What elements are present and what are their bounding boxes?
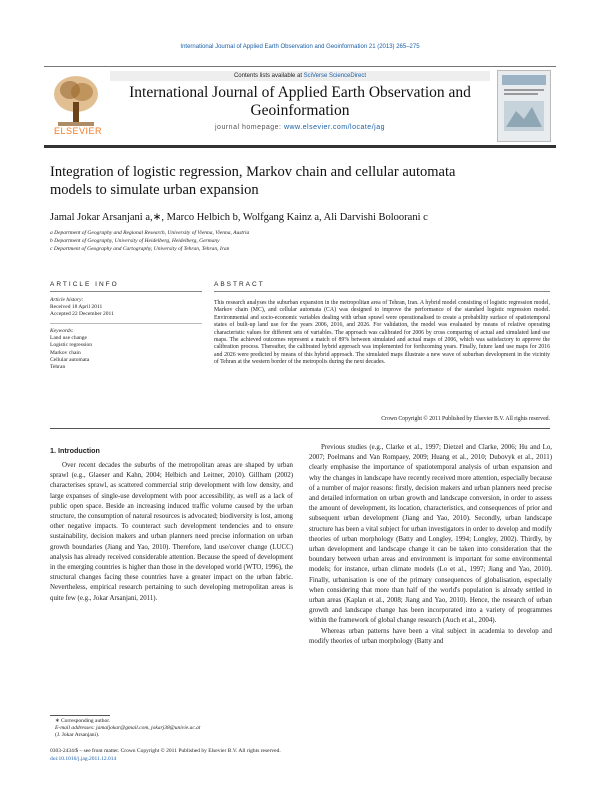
urban-patterns-paragraph: Whereas urban patterns have been a vital subject in academia to develop and modify theories of urban morphology (Batty and bbox=[309, 627, 552, 645]
received-date: Received 18 April 2011 bbox=[50, 304, 103, 311]
sciencedirect-link[interactable]: SciVerse ScienceDirect bbox=[303, 73, 367, 79]
left-body-column bbox=[50, 461, 293, 604]
journal-homepage bbox=[110, 124, 490, 131]
keywords-label: Keywords: bbox=[50, 328, 74, 334]
contents-available-bar bbox=[110, 71, 490, 81]
keywords-block bbox=[50, 328, 202, 371]
section-heading-introduction: 1. Introduction bbox=[50, 446, 100, 455]
intro-paragraph: Over recent decades the suburbs of the metropolitan areas are shaped by urban sprawl (e.g., Glaeser and Kahn, 2004; Helbich and Leitner, 2010). Gillham (2002) characterises sprawl, as scattered commercial strip development with low density, and large expanses of single-use development with poor accessibility, as well as a lack of public open space. Beside an increasing induced traffic volume caused by the urban structure, the consumption of natural resources is advocated; biodiversity is lost, among other negative impacts. To counteract such development tendencies and to ensure sustainability, decision makers and urban planners need precise information on urban growth boundaries (Jiang and Yao, 2010). Therefore, land use/cover change (LUCC) analysis has already received considerable attention. Because the speed of development in the emerging countries is higher than those in the developed world (WTO, 1996), the structural changes facing these countries have a greater impact on the urban fabric. Nevertheless, empirical research pertaining to such developing metropolitan areas is quite few (e.g., Jokar Arsanjani, 2011). bbox=[50, 462, 293, 602]
email-owner: (J. Jokar Arsanjani). bbox=[55, 732, 100, 738]
affiliation-b: b Department of Geography, University of Heidelberg, Heidelberg, Germany bbox=[50, 238, 220, 244]
front-matter-note: 0303-2434/$ – see front matter. Crown Copyright © 2011 Published by Elsevier B.V. All rights reserved. bbox=[50, 748, 281, 754]
abstract-heading: ABSTRACT bbox=[214, 281, 265, 288]
history-label: Article history: bbox=[50, 297, 84, 303]
publisher-name: ELSEVIER bbox=[53, 126, 103, 136]
article-title-line1: Integration of logistic regression, Markov chain and cellular automata bbox=[50, 164, 456, 180]
keyword-item: Cellular automata bbox=[50, 356, 90, 363]
contents-prefix: Contents lists available at bbox=[233, 73, 304, 79]
abstract-copyright: Crown Copyright © 2011 Published by Elsevier B.V. All rights reserved. bbox=[381, 416, 550, 422]
footnotes bbox=[55, 718, 295, 739]
homepage-link[interactable]: www.elsevier.com/locate/jag bbox=[283, 124, 385, 131]
keyword-item: Markov chain bbox=[50, 349, 81, 356]
elsevier-tree-logo-icon bbox=[50, 72, 102, 130]
article-info-rule bbox=[50, 291, 202, 292]
history-keywords-divider bbox=[50, 323, 202, 324]
abstract-rule bbox=[214, 291, 550, 292]
corresponding-author-note: ∗ Corresponding author. bbox=[55, 718, 111, 724]
author-list: Jamal Jokar Arsanjani a,∗, Marco Helbich b, Wolfgang Kainz a, Ali Darvishi Boloorani c bbox=[50, 212, 428, 223]
article-info-heading: ARTICLE INFO bbox=[50, 281, 119, 288]
journal-title-line1: International Journal of Applied Earth Observation and bbox=[129, 84, 471, 101]
abstract-text: This research analyses the suburban expansion in the metropolitan area of Tehran, Iran. A hybrid model consisting of logistic regression model, Markov chain (MC), and cellular automata (CA) was designed to improve the performance of the standard logistic regression model. Environmental and socio-economic variables dealing with urban sprawl were operationalised to create a probability surface of spatiotemporal states of built-up land use for the years 2006, 2016, and 2026. For validation, the model was evaluated by means of relative operating characteristic values for different sets of variables. The approach was calibrated for 2006 by cross comparing of actual and simulated land use maps. The achieved outcomes represent a match of 89% between simulated and actual maps of 2006, which was satisfactory to approve the calibration process. Thereafter, the calibrated hybrid approach was implemented for forthcoming years. Finally, future land use maps for 2016 and 2026 were predicted by means of this hybrid approach. The simulated maps illustrate a new wave of suburban development in the vicinity of Tehran at the western border of the metropolis during the next decades. bbox=[214, 300, 550, 366]
footnote-rule bbox=[50, 715, 110, 716]
journal-title-line2: Geoinformation bbox=[250, 102, 350, 119]
email-addresses[interactable]: E-mail addresses: jamaljokar@gmail.com, jokarj38@univie.ac.at bbox=[55, 725, 201, 731]
abstract-bottom-rule bbox=[50, 428, 550, 429]
previous-studies-paragraph: Previous studies (e.g., Clarke et al., 1997; Dietzel and Clarke, 2006; Hu and Lo, 2007; Poelmans and Van Rompaey, 2009; Huang et al., 2010; Dubovyk et al., 2011) clearly emphasise the importance of spatiotemporal analysis of urban expansion and why the changes in landscape have recently received more attention, especially because of a number of major reasons: firstly, decision makers and urban planners need precise and detailed information on urban growth and landscape conversion, in order to assess the amount of development, its location, characteristics, and consequences of prior and subsequent urban development (Jiang and Yao, 2010). Secondly, urban landscape structure has been a vital subject for urban investigators in order to develop and modify theories of urban morphology (Batty and Longley, 1994; Longley, 2002). Thirdly, by urban development and landscape change it can be taken into consideration that the boundary between urban areas and environment is important for some environmental models; for instance, urban climate models (Lo et al., 1997; Jiang and Yao, 2010). Finally, urbanisation is one of the primary consequences of globalisation, especially when considering that more than half of the world's population is already settled in urban areas (Kaplan et al., 2008; Jiang and Yao, 2010). Hence, the research of urban growth and landscape change has been incorporated into a variety of programmes within the framework of global change research (Auch et al., 2004). bbox=[309, 444, 552, 625]
affiliation-c: c Department of Geography and Cartography, University of Tehran, Tehran, Iran bbox=[50, 246, 230, 252]
keyword-item: Land use change bbox=[50, 335, 87, 342]
journal-title bbox=[110, 84, 490, 120]
homepage-prefix: journal homepage: bbox=[215, 124, 284, 131]
doi-link[interactable]: doi:10.1016/j.jag.2011.12.014 bbox=[50, 756, 117, 762]
keyword-item: Logistic regression bbox=[50, 342, 93, 349]
keyword-item: Tehran bbox=[50, 364, 66, 371]
journal-cover-thumbnail bbox=[497, 70, 551, 142]
affiliation-a: a Department of Geography and Regional Research, University of Vienna, Vienna, Austria bbox=[50, 230, 250, 236]
journal-citation[interactable]: International Journal of Applied Earth Observation and Geoinformation 21 (2013) 265–275 bbox=[180, 44, 420, 50]
article-history bbox=[50, 297, 202, 319]
article-title-line2: models to simulate urban expansion bbox=[50, 182, 259, 198]
article-title bbox=[50, 163, 510, 199]
right-body-column bbox=[309, 443, 552, 647]
accepted-date: Accepted 22 December 2011 bbox=[50, 311, 114, 318]
